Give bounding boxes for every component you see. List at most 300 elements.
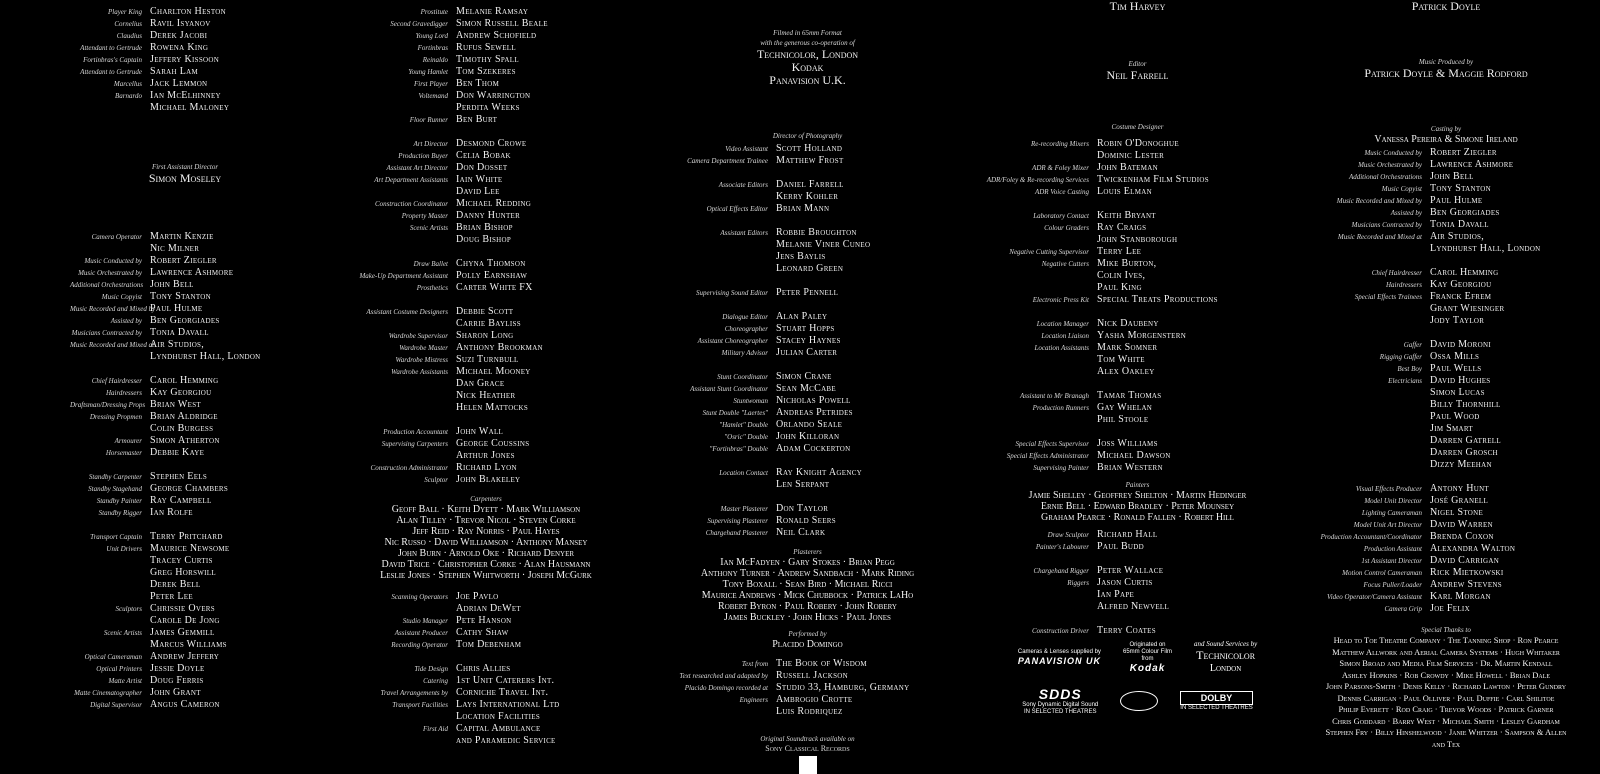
credit-role: Hairdressers <box>105 389 142 397</box>
credit-name: Sarah Lam <box>150 66 198 77</box>
credit-row <box>985 438 1290 450</box>
credit-role: Chargehand Rigger <box>1033 567 1089 575</box>
credit-names <box>1097 186 1152 198</box>
credit-role: Supervising Painter <box>1033 464 1089 472</box>
credit-row <box>70 627 300 651</box>
credit-row <box>70 543 300 603</box>
credit-name: Nigel Stone <box>1430 507 1484 518</box>
credit-names <box>1430 159 1513 171</box>
credit-role: Music Conducted by <box>1364 149 1422 157</box>
credit-names <box>1430 483 1489 495</box>
credit-name: Robbie Broughton <box>776 227 857 238</box>
credit-role: Laboratory Contact <box>1033 212 1089 220</box>
credit-row <box>985 450 1290 462</box>
credit-role: Visual Effects Producer <box>1355 485 1422 493</box>
credit-name: Kerry Kohler <box>776 191 839 202</box>
soundtrack-credit <box>670 734 945 774</box>
credit-role: Rigging Gaffer <box>1379 353 1422 361</box>
credit-role: Production Buyer <box>398 152 448 160</box>
credit-names <box>776 694 853 718</box>
credit-name: Daniel Farrell <box>776 179 844 190</box>
credit-name: Robert Ziegler <box>1430 147 1497 158</box>
credit-name: Rufus Sewell <box>456 42 516 53</box>
credit-names <box>456 342 543 354</box>
credit-name: Gay Whelan <box>1097 402 1153 413</box>
credit-row <box>670 203 945 215</box>
credit-role: Military Advisor <box>721 349 768 357</box>
crew-list-3b <box>670 658 945 718</box>
editor-credit <box>985 59 1290 82</box>
credit-row <box>670 311 945 323</box>
credit-names <box>1430 579 1502 591</box>
credit-role: Assistant Stunt Coordinator <box>690 385 768 393</box>
credit-row <box>670 335 945 347</box>
credit-role: Best Boy <box>1397 365 1422 373</box>
credit-names <box>456 90 530 102</box>
credit-name: Chrissie Overs <box>150 603 215 614</box>
credit-role: Location Liaison <box>1041 332 1089 340</box>
credit-line: Nic Russo · David Williamson · Anthony Mansey <box>384 537 588 548</box>
credit-name: Franck Efrem <box>1430 291 1492 302</box>
credit-role: Assistant Choreographer <box>697 337 768 345</box>
credit-row <box>355 342 617 354</box>
credit-name: Don Warrington <box>456 90 531 101</box>
credit-row <box>70 687 300 699</box>
credit-name: Yasha Morgenstern <box>1097 330 1187 341</box>
credit-row <box>1300 279 1592 291</box>
credit-name: Carter White FX <box>456 282 533 293</box>
credit-names <box>456 330 514 342</box>
top-name-credit-5 <box>1300 0 1592 13</box>
credit-row <box>1300 507 1592 519</box>
credit-row <box>670 275 945 287</box>
credit-names <box>776 155 844 167</box>
credit-role: Draw Ballet <box>413 260 448 268</box>
credit-row <box>1300 483 1592 495</box>
credit-row <box>70 279 300 291</box>
credit-names <box>1430 531 1494 543</box>
credit-name: Derek Bell <box>150 579 201 590</box>
credit-role: Additional Orchestrations <box>70 281 144 289</box>
credit-role: Digital Supervisor <box>90 701 142 709</box>
credit-role: Barnardo <box>115 92 142 100</box>
credit-names <box>456 210 520 222</box>
credit-role: Location Manager <box>1036 320 1089 328</box>
credit-role: Model Unit Director <box>1364 497 1422 505</box>
credit-row <box>985 462 1290 474</box>
credit-row <box>670 658 945 670</box>
credit-names <box>1097 138 1179 162</box>
credit-row <box>70 231 300 255</box>
credit-name: John Stanborough <box>1097 234 1178 245</box>
credit-names <box>1430 267 1499 279</box>
credit-role: Art Director <box>413 140 448 148</box>
credit-names <box>1430 363 1481 375</box>
credit-names <box>776 203 829 215</box>
credit-role: Camera Operator <box>91 233 142 241</box>
credit-role: Scenic Artists <box>103 629 142 637</box>
credit-names <box>776 467 862 491</box>
credit-role: Master Plasterer <box>720 505 768 513</box>
credit-name: Twickenham Film Studios <box>1097 174 1209 185</box>
credit-names <box>150 507 193 519</box>
credit-row <box>355 210 617 222</box>
credit-names <box>150 327 209 339</box>
credit-name: Ronald Seers <box>776 515 836 526</box>
credit-name: Louis Elman <box>1097 186 1152 197</box>
credit-role: Sculptor <box>424 476 448 484</box>
credit-names <box>1430 231 1541 255</box>
credit-row <box>670 527 945 539</box>
credit-names <box>456 162 507 174</box>
credit-role: Dialogue Editor <box>722 313 768 321</box>
credit-role: Choreographer <box>724 325 768 333</box>
credit-name: Simon Crane <box>776 371 832 382</box>
credit-names <box>776 419 842 431</box>
credit-role: Stunt Coordinator <box>717 373 768 381</box>
credit-role: Floor Runner <box>409 116 448 124</box>
credit-role: Location Assistants <box>1034 344 1089 352</box>
credit-row <box>70 519 300 531</box>
credit-row <box>355 651 617 663</box>
credit-names <box>150 675 204 687</box>
credit-name: Air Studios, <box>1430 231 1485 242</box>
credit-names <box>1097 210 1156 222</box>
credit-role: Property Master <box>401 212 448 220</box>
credit-names <box>1097 246 1141 258</box>
credit-row <box>985 402 1290 426</box>
credit-names <box>150 315 220 327</box>
credit-role: Prosthetics <box>416 284 448 292</box>
credit-role: Claudius <box>116 32 142 40</box>
performed-credit <box>670 629 945 650</box>
credit-role: Assistant Costume Designers <box>366 308 448 316</box>
filmed-lines <box>670 48 945 87</box>
credit-name: Tony Stanton <box>1430 183 1492 194</box>
credit-names <box>456 591 521 615</box>
credit-role: Marcellus <box>113 80 142 88</box>
credit-name: Jens Baylis <box>776 251 826 262</box>
credit-names <box>150 399 201 411</box>
credit-row <box>985 138 1290 162</box>
credit-names <box>150 435 220 447</box>
credit-role: Wardrobe Master <box>399 344 448 352</box>
credit-row <box>985 553 1290 565</box>
credit-line: Philip Everett · Rod Craig · Trevor Woods · Patrick Garner <box>1338 704 1554 714</box>
credit-names <box>456 174 502 198</box>
credit-role: Attendant to Gertrude <box>80 44 142 52</box>
performed-heading: Performed by <box>788 630 827 638</box>
credit-row <box>670 359 945 371</box>
credit-names <box>1430 567 1504 579</box>
credit-line: Robert Byron · Paul Robery · John Robery <box>718 601 897 612</box>
credit-names <box>456 54 519 66</box>
credit-role: Production Accountant/Coordinator <box>1320 533 1422 541</box>
credit-role: Optical Cameraman <box>84 653 142 661</box>
credit-name: Alan Paley <box>776 311 828 322</box>
credit-role: Text researched and adapted by <box>679 672 768 680</box>
credit-line: Ashley Hopkins · Rob Crowdy · Mike Howell · Brian Dale <box>1341 669 1551 680</box>
credit-role: Prostitute <box>420 8 448 16</box>
credit-names <box>776 395 851 407</box>
credit-name: Stuart Hopps <box>776 323 835 334</box>
credit-name: Colin Ives, <box>1097 270 1146 281</box>
credit-name: Rowena King <box>150 42 209 53</box>
credit-row <box>355 174 617 198</box>
credit-line: Technicolor, London <box>756 47 859 61</box>
credit-names <box>456 699 560 723</box>
credit-names <box>1430 183 1491 195</box>
credit-name: George Coussins <box>456 438 530 449</box>
credit-names <box>150 531 223 543</box>
credit-role: Draw Sculptor <box>1047 531 1089 539</box>
crew-list-3 <box>670 143 945 539</box>
credit-role: Construction Driver <box>1032 627 1089 635</box>
credit-names <box>150 471 207 483</box>
credit-name: Chyna Thomson <box>456 258 526 269</box>
credit-role: ADR/Foley & Re-recording Services <box>986 176 1089 184</box>
credit-names <box>456 6 528 18</box>
credit-row <box>70 42 300 54</box>
credit-row <box>985 529 1290 541</box>
credit-row <box>1300 339 1592 351</box>
credit-role: Tide Design <box>414 665 448 673</box>
carpenters-heading: Carpenters <box>470 495 502 503</box>
credit-name: Ray Knight Agency <box>776 467 863 478</box>
credit-row <box>70 102 300 114</box>
credit-row <box>355 30 617 42</box>
credit-names <box>150 483 228 495</box>
credit-role: Transport Facilities <box>392 701 448 709</box>
credit-role: Fortinbras's Captain <box>83 56 142 64</box>
performer-name: Placido Domingo <box>772 639 843 650</box>
credit-row <box>1300 195 1592 207</box>
credit-role: Studio Manager <box>402 617 448 625</box>
credit-role: Voltemand <box>418 92 448 100</box>
credit-role: Special Effects Administrator <box>1006 452 1089 460</box>
credit-names <box>150 54 219 66</box>
credit-name: Debbie Scott <box>456 306 514 317</box>
credit-name: Alexandra Walton <box>1430 543 1516 554</box>
credit-names <box>1430 219 1489 231</box>
credit-names <box>456 675 554 687</box>
credit-line: and Tex <box>1431 738 1461 749</box>
credit-name: Paul King <box>1097 282 1142 293</box>
credit-name: Timothy Spall <box>456 54 519 65</box>
credit-name: Tamar Thomas <box>1097 390 1162 401</box>
credit-line: Jeff Reid · Ray Norris · Paul Hayes <box>412 526 560 537</box>
credit-names <box>1430 291 1504 327</box>
credit-name: Antony Hunt <box>1430 483 1489 494</box>
credit-name: Paul Wells <box>1430 363 1482 374</box>
credit-role: Sculptors <box>115 605 142 613</box>
credit-role: Hairdressers <box>1385 281 1422 289</box>
credit-name: Terry Lee <box>1097 246 1142 257</box>
credit-name: Adam Cockerton <box>776 443 851 454</box>
casting-heading: Casting by <box>1430 125 1462 133</box>
credit-row <box>355 615 617 627</box>
credit-name: José Granell <box>1430 495 1489 506</box>
credit-row <box>70 291 300 303</box>
credit-names <box>150 18 211 30</box>
credit-row <box>985 613 1290 625</box>
editor-name: Neil Farrell <box>1106 68 1169 82</box>
credit-name: Neil Clark <box>776 527 826 538</box>
credit-role: Supervising Plasterer <box>707 517 768 525</box>
credit-row <box>985 378 1290 390</box>
crew-list-1 <box>70 231 300 711</box>
credit-role: Wardrobe Supervisor <box>388 332 448 340</box>
credit-row <box>670 383 945 395</box>
credit-name: Joe Pavlo <box>456 591 499 602</box>
credit-row <box>355 699 617 723</box>
credit-row <box>670 694 945 718</box>
credit-name: John Grant <box>150 687 201 698</box>
credit-role: Assisted by <box>110 317 142 325</box>
credit-name: Andrew Stevens <box>1430 579 1502 590</box>
credit-names <box>150 387 212 399</box>
credit-line: Chris Goddard · Barry West · Michael Smith · Lesley Gardham <box>1332 715 1560 726</box>
credit-row <box>1300 147 1592 159</box>
credit-name: Jessie Doyle <box>150 663 205 674</box>
credit-name: Angus Cameron <box>150 699 220 710</box>
credit-row <box>355 150 617 162</box>
credit-role: Catering <box>423 677 448 685</box>
credit-row <box>355 354 617 366</box>
credit-name: Kay Georgiou <box>1430 279 1492 290</box>
kodak-caption-3: from <box>1141 655 1154 662</box>
panavision-mark: PANAVISION UK <box>1017 656 1101 666</box>
credit-role: Electricians <box>1388 377 1422 385</box>
credit-names <box>150 495 212 507</box>
credit-name: Jack Lemmon <box>150 78 208 89</box>
dop-heading: Director of Photography <box>772 132 843 140</box>
top-name: Tim Harvey <box>1109 0 1166 13</box>
credit-row <box>670 179 945 203</box>
credit-name: Melanie Ramsay <box>456 6 529 17</box>
credit-row <box>1300 603 1592 615</box>
credit-names <box>150 375 219 387</box>
credit-role: Motion Control Cameraman <box>1342 569 1422 577</box>
credit-role: Chargehand Plasterer <box>705 529 768 537</box>
credit-name: Andreas Petrides <box>776 407 853 418</box>
credit-role: Music Orchestrated by <box>1358 161 1422 169</box>
credit-row <box>355 474 617 486</box>
credit-name: Simon Atherton <box>150 435 220 446</box>
dop-credit <box>670 131 945 141</box>
credit-name: Stacey Haynes <box>776 335 841 346</box>
credit-row <box>355 126 617 138</box>
credit-name: David Moroni <box>1430 339 1491 350</box>
credit-name: The Book of Wisdom <box>776 658 867 669</box>
credit-role: Wardrobe Assistants <box>391 368 448 376</box>
credit-row <box>985 330 1290 342</box>
credit-name: Billy Thornhill <box>1430 399 1501 410</box>
credit-name: Danny Hunter <box>456 210 521 221</box>
credit-row <box>1300 231 1592 255</box>
credit-role: Unit Drivers <box>106 545 142 553</box>
credit-name: Ray Craigs <box>1097 222 1147 233</box>
credit-names <box>776 287 838 299</box>
kodak-caption-2: 65mm Colour Film <box>1122 648 1172 655</box>
credit-row <box>70 495 300 507</box>
plasterers-credit <box>670 547 945 623</box>
credit-row <box>355 162 617 174</box>
credit-names <box>776 143 842 155</box>
credit-row <box>985 222 1290 246</box>
credit-row <box>70 411 300 435</box>
thanks-heading: Special Thanks to <box>1421 626 1471 634</box>
top-name-credit <box>985 0 1290 13</box>
credit-name: Jody Taylor <box>1430 315 1485 326</box>
credit-row <box>70 78 300 90</box>
credit-names <box>456 150 511 162</box>
credit-name: Simon Moseley <box>148 171 222 185</box>
credit-names <box>1430 195 1483 207</box>
credit-name: Carole De Jong <box>150 615 220 626</box>
credit-names <box>1097 174 1209 186</box>
credit-role: Video Operator/Camera Assistant <box>1326 593 1422 601</box>
credit-row <box>355 114 617 126</box>
credit-names <box>776 227 870 275</box>
credit-name: Lays International Ltd <box>456 699 560 710</box>
credit-names <box>456 354 519 366</box>
credit-names <box>776 371 832 383</box>
credit-name: David Warren <box>1430 519 1493 530</box>
credit-name: Location Facilities <box>456 711 541 722</box>
credit-name: John Killoran <box>776 431 840 442</box>
credit-names <box>776 179 844 203</box>
credit-name: Brian Bishop <box>456 222 513 233</box>
credit-row <box>1300 495 1592 507</box>
credit-name: Grant Wiesinger <box>1430 303 1505 314</box>
credit-names <box>1097 342 1157 378</box>
credit-row <box>1300 543 1592 555</box>
credit-row <box>1300 267 1592 279</box>
sdds-caption: Sony Dynamic Digital Sound <box>1022 702 1099 708</box>
credit-row <box>355 18 617 30</box>
credit-names <box>776 335 841 347</box>
credit-row <box>670 670 945 682</box>
credit-row <box>670 215 945 227</box>
credit-row <box>355 258 617 270</box>
credit-name: Matthew Frost <box>776 155 844 166</box>
music-producer-credit <box>1300 57 1592 80</box>
credit-names <box>1430 375 1501 471</box>
credit-names <box>776 347 837 359</box>
credit-names <box>1430 147 1497 159</box>
credit-name: Nick Heather <box>456 390 516 401</box>
credit-row <box>70 363 300 375</box>
credit-row <box>70 699 300 711</box>
credit-names <box>456 723 556 747</box>
costume-credit <box>985 122 1290 132</box>
credit-row <box>985 577 1290 613</box>
credit-row <box>355 426 617 438</box>
first-assistant-director-credit <box>70 162 300 185</box>
credit-names <box>776 431 839 443</box>
credit-role: Young Hamlet <box>408 68 448 76</box>
credit-line: Dennis Carrigan · Paul Olliver · Paul Duffie · Carl Shilitoe <box>1337 692 1555 703</box>
credit-row <box>70 387 300 399</box>
editor-heading: Editor <box>1128 60 1147 68</box>
credit-row <box>355 66 617 78</box>
dolby-caption: IN SELECTED THEATRES <box>1180 704 1253 711</box>
credit-role: Second Gravedigger <box>390 20 448 28</box>
credit-names <box>456 306 521 330</box>
credit-role: Riggers <box>1067 579 1089 587</box>
credit-names <box>1430 339 1491 351</box>
